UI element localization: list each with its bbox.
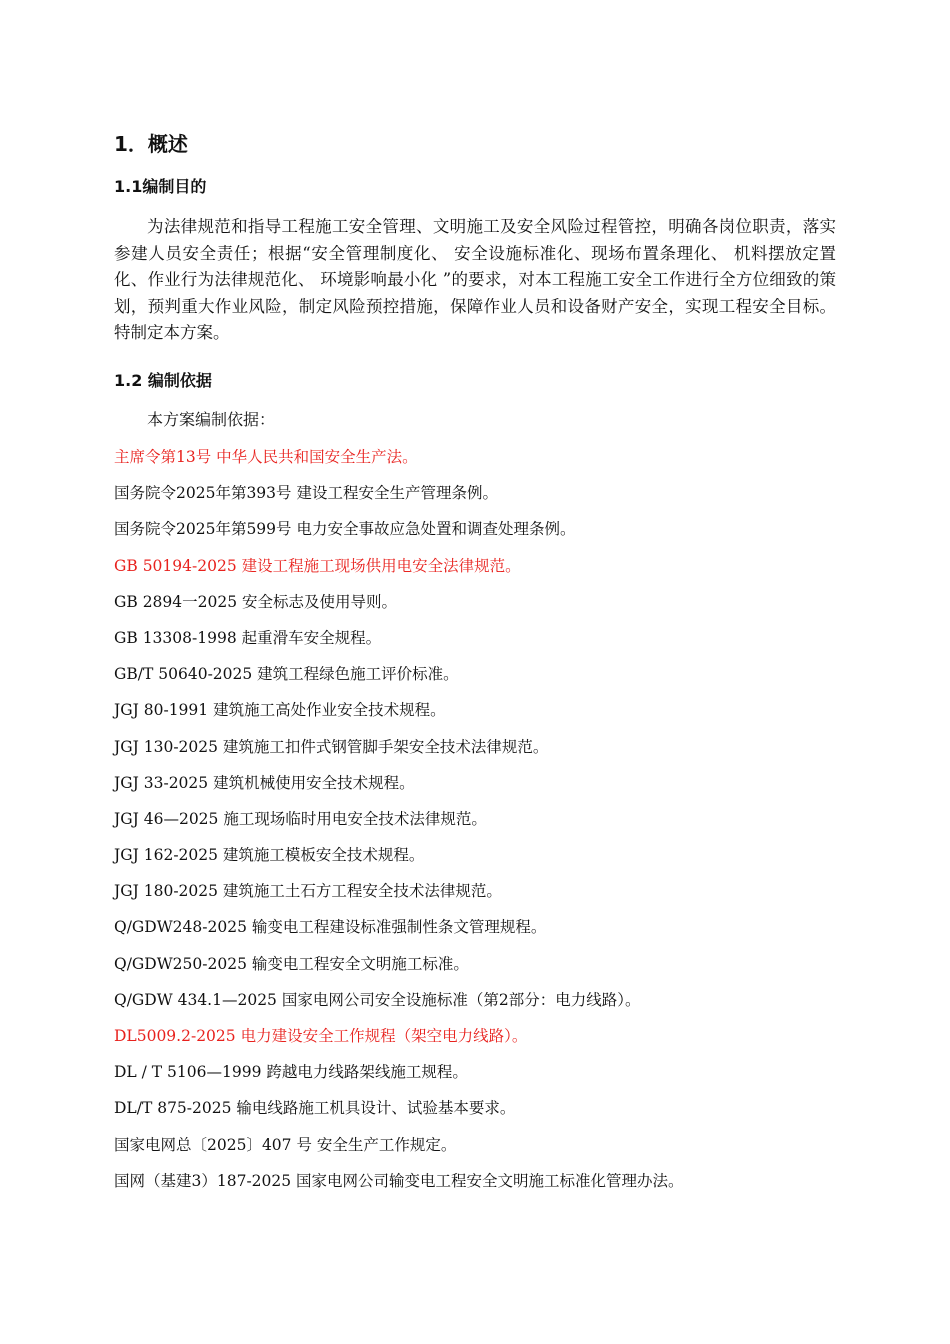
reference-item: GB 13308-1998 起重滑车安全规程。 bbox=[114, 628, 382, 647]
reference-item: JGJ 180-2025 建筑施工土石方工程安全技术法律规范。 bbox=[114, 882, 502, 901]
reference-item: DL5009.2-2025 电力建设安全工作规程（架空电力线路）。 bbox=[114, 1027, 528, 1045]
reference-item: GB 2894一2025 安全标志及使用导则。 bbox=[114, 592, 398, 611]
subsection-heading-basis: 1.2 编制依据 bbox=[114, 371, 212, 390]
reference-list bbox=[114, 446, 684, 1206]
reference-item: JGJ 162-2025 建筑施工模板安全技术规程。 bbox=[114, 846, 425, 865]
reference-item: 主席令第13号 中华人民共和国安全生产法。 bbox=[114, 448, 418, 466]
reference-item: DL/T 875-2025 输电线路施工机具设计、试验基本要求。 bbox=[114, 1099, 516, 1118]
subsection-heading-purpose: 1.1编制目的 bbox=[114, 177, 207, 196]
reference-item: JGJ 33-2025 建筑机械使用安全技术规程。 bbox=[114, 773, 415, 792]
reference-item: Q/GDW 434.1—2025 国家电网公司安全设施标准（第2部分：电力线路）。 bbox=[114, 990, 641, 1009]
reference-item: 国网（基建3）187-2025 国家电网公司输变电工程安全文明施工标准化管理办法。 bbox=[114, 1171, 684, 1190]
reference-item: JGJ 130-2025 建筑施工扣件式钢管脚手架安全技术法律规范。 bbox=[114, 737, 549, 756]
purpose-paragraph: 为法律规范和指导工程施工安全管理、文明施工及安全风险过程管控，明确各岗位职责，落实参建人员安全责任；根据“安全管理制度化、 安全设施标准化、现场布置条理化、 机料摆放定置化、作业行为法律规范化、 环境影响最小化 ”的要求，对本工程施工安全工作进行全方位细致的策划，预判重大作业风险，制定风险预控措施，保障作业人员和设备财产安全，实现工程安全目标。特制定本方案。 bbox=[114, 217, 836, 342]
reference-item: DL / T 5106—1999 跨越电力线路架线施工规程。 bbox=[114, 1063, 468, 1082]
reference-item: GB/T 50640-2025 建筑工程绿色施工评价标准。 bbox=[114, 665, 459, 684]
reference-item: 国务院令2025年第599号 电力安全事故应急处置和调查处理条例。 bbox=[114, 520, 576, 539]
reference-item: JGJ 80-1991 建筑施工高处作业安全技术规程。 bbox=[114, 701, 446, 720]
section-heading: 1．概述 bbox=[114, 132, 188, 156]
reference-item: GB 50194-2025 建设工程施工现场供用电安全法律规范。 bbox=[114, 556, 521, 575]
reference-item: Q/GDW250-2025 输变电工程安全文明施工标准。 bbox=[114, 954, 469, 973]
reference-item: JGJ 46—2025 施工现场临时用电安全技术法律规范。 bbox=[114, 809, 487, 828]
reference-item: 国务院令2025年第393号 建设工程安全生产管理条例。 bbox=[114, 484, 498, 503]
basis-intro: 本方案编制依据： bbox=[147, 410, 276, 429]
reference-item: 国家电网总〔2025〕407 号 安全生产工作规定。 bbox=[114, 1135, 457, 1154]
reference-item: Q/GDW248-2025 输变电工程建设标准强制性条文管理规程。 bbox=[114, 918, 547, 937]
